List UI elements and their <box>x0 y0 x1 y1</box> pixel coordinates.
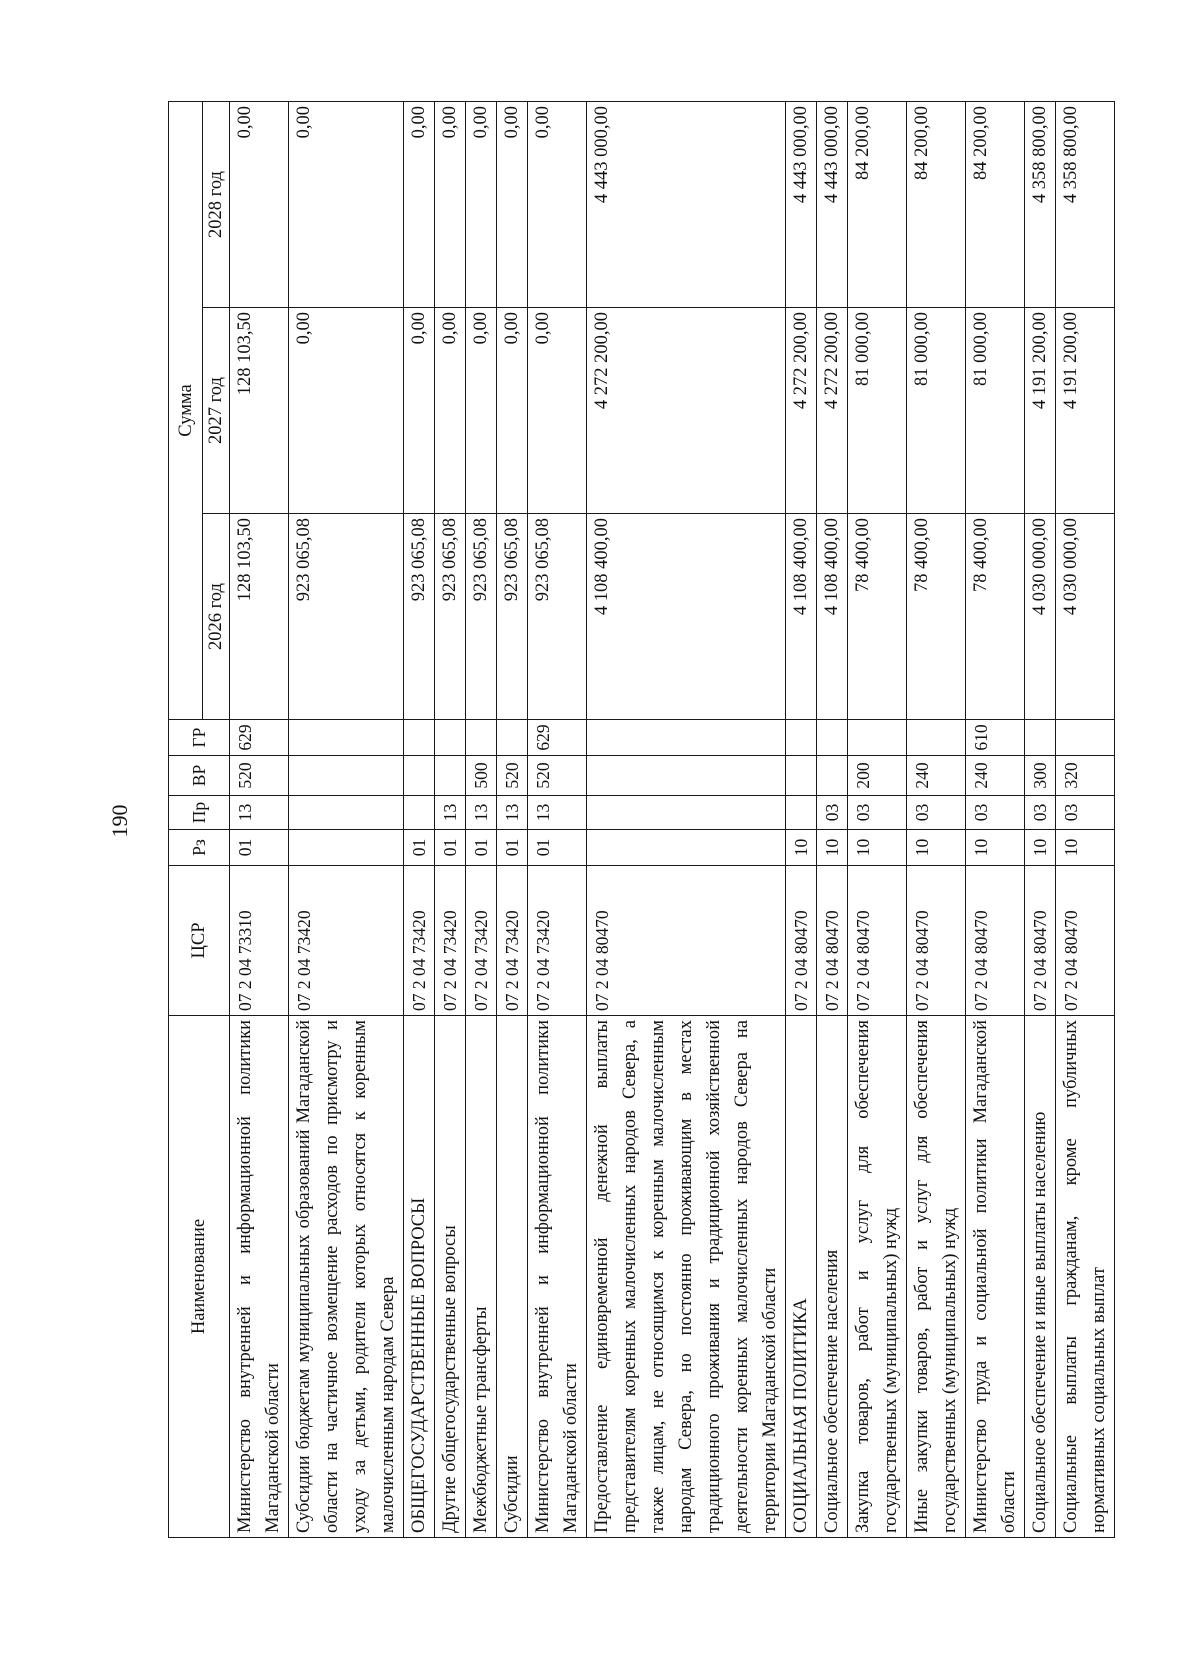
row-2027: 4 272 200,00 <box>587 308 786 514</box>
row-pr: 03 <box>1025 796 1056 830</box>
row-vr <box>817 756 848 796</box>
table-row <box>497 101 528 1537</box>
row-gr <box>817 720 848 756</box>
row-name: Министерство внутренней и информационной политики Магаданской области <box>528 1016 587 1538</box>
row-pr: 03 <box>848 796 907 830</box>
row-2028: 84 200,00 <box>848 101 907 307</box>
row-pr <box>786 796 817 830</box>
row-csr: 07 2 04 80470 <box>587 866 786 1016</box>
row-gr <box>404 720 435 756</box>
table-row <box>1056 101 1115 1537</box>
row-2028: 84 200,00 <box>966 101 1025 307</box>
row-2026: 923 065,08 <box>497 514 528 720</box>
row-vr: 520 <box>528 756 587 796</box>
row-2027: 81 000,00 <box>966 308 1025 514</box>
row-2027: 0,00 <box>528 308 587 514</box>
row-rz: 01 <box>528 830 587 866</box>
row-gr <box>1056 720 1115 756</box>
table-row <box>230 101 289 1537</box>
row-rz: 10 <box>907 830 966 866</box>
row-vr: 500 <box>466 756 497 796</box>
row-vr: 520 <box>230 756 289 796</box>
header-2028: 2028 год <box>203 101 230 307</box>
row-name: Межбюджетные трансферты <box>466 1016 497 1538</box>
row-2028: 4 358 800,00 <box>1025 101 1056 307</box>
row-name: Субсидии <box>497 1016 528 1538</box>
row-pr: 03 <box>1056 796 1115 830</box>
row-2026: 4 108 400,00 <box>786 514 817 720</box>
row-csr: 07 2 04 73420 <box>466 866 497 1016</box>
row-name: Министерство внутренней и информационной политики Магаданской области <box>230 1016 289 1538</box>
row-pr: 13 <box>466 796 497 830</box>
row-2028: 4 358 800,00 <box>1056 101 1115 307</box>
row-name: Иные закупки товаров, работ и услуг для обеспечения государственных (муниципальных) нужд <box>907 1016 966 1538</box>
row-2026: 128 103,50 <box>230 514 289 720</box>
row-csr: 07 2 04 73420 <box>404 866 435 1016</box>
header-rz: Рз <box>169 830 230 866</box>
rotated-table-wrapper <box>168 102 1109 1538</box>
row-2027: 0,00 <box>497 308 528 514</box>
row-gr <box>497 720 528 756</box>
row-gr <box>587 720 786 756</box>
row-gr <box>435 720 466 756</box>
row-name: ОБЩЕГОСУДАРСТВЕННЫЕ ВОПРОСЫ <box>404 1016 435 1538</box>
row-csr: 07 2 04 73420 <box>289 866 404 1016</box>
row-pr: 03 <box>817 796 848 830</box>
row-csr: 07 2 04 80470 <box>907 866 966 1016</box>
row-vr: 240 <box>966 756 1025 796</box>
row-gr <box>1025 720 1056 756</box>
row-gr: 610 <box>966 720 1025 756</box>
row-rz: 01 <box>404 830 435 866</box>
row-rz: 01 <box>435 830 466 866</box>
row-gr <box>786 720 817 756</box>
row-name: Предоставление единовременной денежной выплаты представителям коренных малочисленных народов Севера, а также лицам, не относящимся к коренным малочисленным народам Севера, но постоянно проживающим в местах традиционного проживания и традиционной хозяйственной деятельности коренных малочисленных народов Севера на территории Магаданской области <box>587 1016 786 1538</box>
row-pr: 13 <box>528 796 587 830</box>
row-vr <box>587 756 786 796</box>
row-rz: 10 <box>1056 830 1115 866</box>
header-vr: ВР <box>169 756 230 796</box>
row-csr: 07 2 04 80470 <box>966 866 1025 1016</box>
row-rz: 10 <box>817 830 848 866</box>
row-pr: 03 <box>966 796 1025 830</box>
row-2027: 81 000,00 <box>907 308 966 514</box>
row-rz: 10 <box>966 830 1025 866</box>
row-2027: 81 000,00 <box>848 308 907 514</box>
row-gr <box>907 720 966 756</box>
row-name: Закупка товаров, работ и услуг для обеспечения государственных (муниципальных) нужд <box>848 1016 907 1538</box>
row-2026: 923 065,08 <box>466 514 497 720</box>
table-row <box>966 101 1025 1537</box>
row-rz: 10 <box>848 830 907 866</box>
row-vr <box>435 756 466 796</box>
row-rz: 01 <box>230 830 289 866</box>
row-name: Социальное обеспечение и иные выплаты населению <box>1025 1016 1056 1538</box>
row-pr <box>289 796 404 830</box>
row-2028: 84 200,00 <box>907 101 966 307</box>
row-2027: 4 191 200,00 <box>1056 308 1115 514</box>
row-gr: 629 <box>230 720 289 756</box>
row-2026: 4 030 000,00 <box>1025 514 1056 720</box>
table-row <box>466 101 497 1537</box>
row-2028: 0,00 <box>528 101 587 307</box>
row-name: СОЦИАЛЬНАЯ ПОЛИТИКА <box>786 1016 817 1538</box>
row-name: Другие общегосударственные вопросы <box>435 1016 466 1538</box>
row-2027: 128 103,50 <box>230 308 289 514</box>
table-row <box>528 101 587 1537</box>
header-sum: Сумма <box>169 101 203 719</box>
row-vr: 520 <box>497 756 528 796</box>
header-gr: ГР <box>169 720 230 756</box>
row-vr: 200 <box>848 756 907 796</box>
row-2027: 4 191 200,00 <box>1025 308 1056 514</box>
row-rz: 01 <box>466 830 497 866</box>
row-csr: 07 2 04 73420 <box>497 866 528 1016</box>
row-2028: 0,00 <box>230 101 289 307</box>
row-gr: 629 <box>528 720 587 756</box>
row-vr: 320 <box>1056 756 1115 796</box>
row-csr: 07 2 04 80470 <box>1056 866 1115 1016</box>
row-2026: 78 400,00 <box>907 514 966 720</box>
table-row <box>786 101 817 1537</box>
header-name: Наименование <box>169 1016 230 1538</box>
row-csr: 07 2 04 80470 <box>786 866 817 1016</box>
row-2028: 0,00 <box>404 101 435 307</box>
header-pr: Пр <box>169 796 230 830</box>
row-csr: 07 2 04 73310 <box>230 866 289 1016</box>
row-2027: 4 272 200,00 <box>786 308 817 514</box>
row-pr: 13 <box>497 796 528 830</box>
row-name: Социальные выплаты гражданам, кроме публичных нормативных социальных выплат <box>1056 1016 1115 1538</box>
row-2027: 0,00 <box>466 308 497 514</box>
row-2027: 0,00 <box>289 308 404 514</box>
row-csr: 07 2 04 80470 <box>817 866 848 1016</box>
row-rz: 10 <box>1025 830 1056 866</box>
row-csr: 07 2 04 80470 <box>848 866 907 1016</box>
row-2027: 0,00 <box>404 308 435 514</box>
table-row <box>587 101 786 1537</box>
page-number: 190 <box>107 804 132 838</box>
row-2028: 4 443 000,00 <box>587 101 786 307</box>
row-vr <box>289 756 404 796</box>
row-csr: 07 2 04 73420 <box>435 866 466 1016</box>
row-2028: 0,00 <box>435 101 466 307</box>
row-gr <box>848 720 907 756</box>
row-name: Субсидии бюджетам муниципальных образований Магаданской области на частичное возмещение расходов по присмотру и уходу за детьми, родители которых относятся к коренным малочисленным народам Севера <box>289 1016 404 1538</box>
budget-table <box>168 101 1115 1538</box>
row-pr <box>404 796 435 830</box>
row-2028: 0,00 <box>466 101 497 307</box>
row-rz: 01 <box>497 830 528 866</box>
row-vr: 300 <box>1025 756 1056 796</box>
row-pr: 13 <box>435 796 466 830</box>
row-rz <box>289 830 404 866</box>
row-2027: 0,00 <box>435 308 466 514</box>
row-pr: 13 <box>230 796 289 830</box>
row-2026: 4 108 400,00 <box>817 514 848 720</box>
row-vr: 240 <box>907 756 966 796</box>
row-2027: 4 272 200,00 <box>817 308 848 514</box>
row-name: Министерство труда и социальной политики Магаданской области <box>966 1016 1025 1538</box>
table-row <box>404 101 435 1537</box>
table-row <box>907 101 966 1537</box>
table-body <box>230 101 1115 1537</box>
row-2026: 923 065,08 <box>289 514 404 720</box>
row-2026: 78 400,00 <box>848 514 907 720</box>
table-header <box>169 101 230 1537</box>
row-2026: 78 400,00 <box>966 514 1025 720</box>
table-row <box>289 101 404 1537</box>
row-rz: 10 <box>786 830 817 866</box>
row-2026: 923 065,08 <box>435 514 466 720</box>
row-2028: 0,00 <box>497 101 528 307</box>
table-row <box>817 101 848 1537</box>
row-gr <box>289 720 404 756</box>
row-2028: 4 443 000,00 <box>817 101 848 307</box>
header-csr: ЦСР <box>169 866 230 1016</box>
row-name: Социальное обеспечение населения <box>817 1016 848 1538</box>
row-csr: 07 2 04 73420 <box>528 866 587 1016</box>
row-2026: 4 030 000,00 <box>1056 514 1115 720</box>
row-2028: 0,00 <box>289 101 404 307</box>
header-2026: 2026 год <box>203 514 230 720</box>
header-2027: 2027 год <box>203 308 230 514</box>
row-vr <box>404 756 435 796</box>
row-vr <box>786 756 817 796</box>
table-row <box>1025 101 1056 1537</box>
table-row <box>435 101 466 1537</box>
row-2028: 4 443 000,00 <box>786 101 817 307</box>
row-pr <box>587 796 786 830</box>
row-pr: 03 <box>907 796 966 830</box>
table-row <box>848 101 907 1537</box>
row-2026: 923 065,08 <box>404 514 435 720</box>
row-gr <box>466 720 497 756</box>
row-rz <box>587 830 786 866</box>
row-csr: 07 2 04 80470 <box>1025 866 1056 1016</box>
row-2026: 4 108 400,00 <box>587 514 786 720</box>
row-2026: 923 065,08 <box>528 514 587 720</box>
